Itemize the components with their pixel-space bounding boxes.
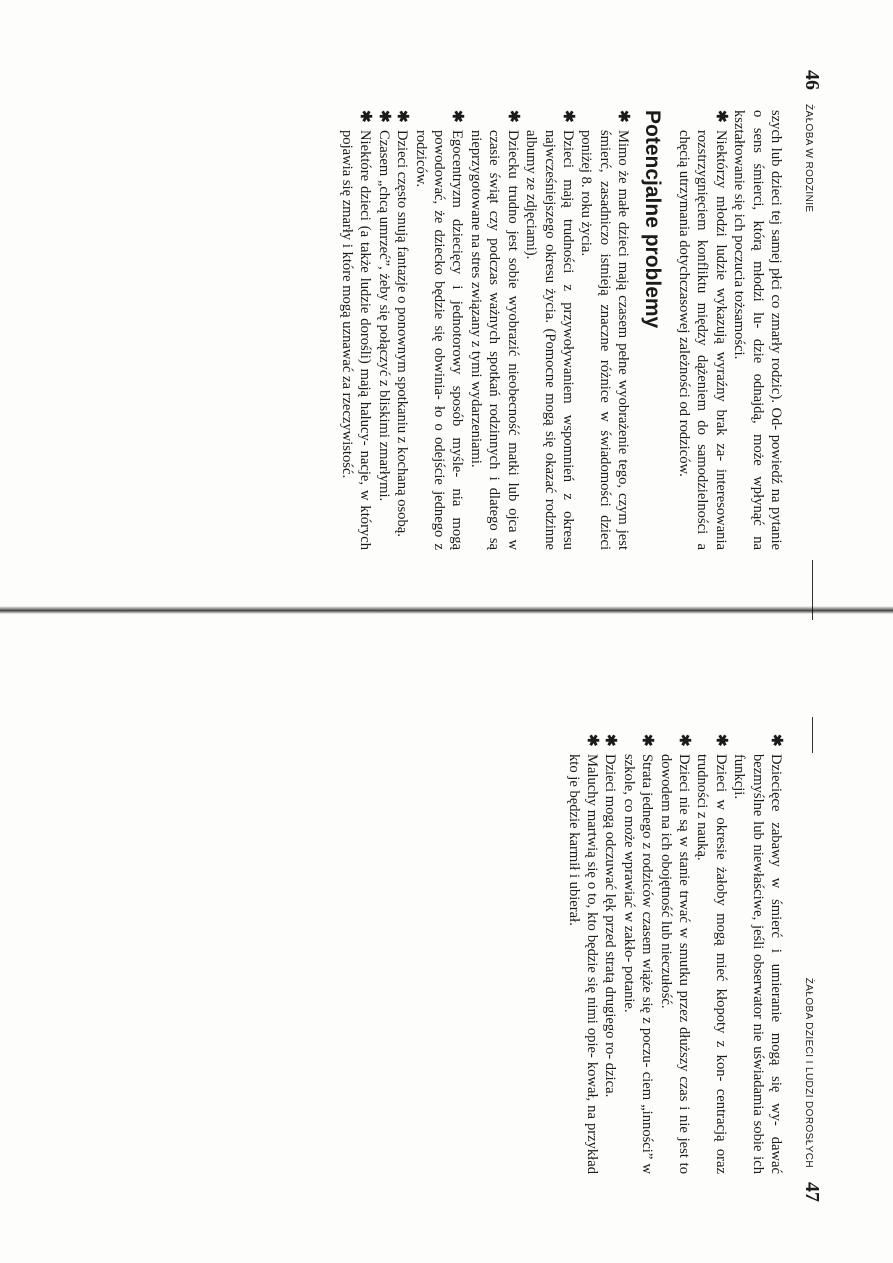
text-line: Dzieci często snują fantazje o ponownym spotkaniu xyxy=(394,130,411,434)
text-line: Dzieci mogą odczuwać lęk przed stratą drugiego ro- xyxy=(602,754,619,1060)
text-line: powiedź na pytanie o sens śmierci, którą młodzi lu- xyxy=(749,110,784,550)
text-line: dotychczasowej zależności od rodziców. xyxy=(675,240,692,477)
text-line: Czasem „chcą umrzeć”, żeby się połączyć z bliskimi xyxy=(375,130,392,438)
text-line: Mimo że małe dzieci mają czasem pełne wyobrażenie xyxy=(615,130,632,455)
list-item xyxy=(411,110,466,550)
text-line: uznawać za rzeczywistość. xyxy=(339,321,356,479)
list-item xyxy=(675,110,730,550)
right-page-body xyxy=(564,734,785,1174)
text-line: Strata jednego z rodziców czasem wiąże się z poczu- xyxy=(639,754,656,1068)
text-line: poczucia tożsamości. xyxy=(731,235,748,360)
text-line: dzie odnajdą, może wpłynąć na kształtowanie się ich xyxy=(731,110,766,550)
text-line: Dzieci mają trudności z przywoływaniem wspomnień xyxy=(559,130,576,483)
text-line: ło o odejście jednego z rodziców. xyxy=(412,130,448,550)
list-item xyxy=(656,734,693,1174)
list-item xyxy=(619,734,656,1174)
problems-bullet-list xyxy=(338,110,633,550)
asterisk-bullet-icon: ✱ xyxy=(675,734,692,747)
text-line: ciem „inności” w szkole, co może wprawiać w zakło- xyxy=(620,754,656,1175)
list-item xyxy=(577,110,632,550)
text-line: Niektóre dzieci (a także ludzie dorośli) mają halucy- xyxy=(357,130,374,446)
section-title: Potencjalne problemy xyxy=(640,110,664,329)
running-head-right: ŻAŁOBA DZIECI I LUDZI DOROSŁYCH xyxy=(803,977,814,1168)
list-item xyxy=(522,110,577,550)
text-line: różnice w świadomości dzieci poniżej 8. roku życia. xyxy=(578,130,613,550)
intro-paragraph xyxy=(730,110,785,550)
asterisk-bullet-icon: ✱ xyxy=(504,110,521,123)
asterisk-bullet-icon: ✱ xyxy=(357,110,374,123)
text-line: centracją oraz trudności z nauką. xyxy=(694,754,729,1174)
left-page-body xyxy=(338,110,785,550)
text-line: nia mogą powodować, że dziecko będzie się obwinia- xyxy=(431,130,466,550)
running-head-left: ŻAŁOBA W RODZINIE xyxy=(803,104,814,213)
text-line: kował, na przykład kto je będzie karmił i ubierał. xyxy=(565,754,600,1174)
list-item xyxy=(338,110,375,550)
right-page xyxy=(0,622,893,1263)
text-line: dawać bezmyślne lub niewłaściwe, jeśli obserwator xyxy=(749,754,784,1175)
text-line: szych lub dzieci tej samej płci co zmarły rodzic). Od- xyxy=(768,110,784,431)
text-line: zmarłymi. xyxy=(375,441,392,502)
left-page-header xyxy=(800,70,823,212)
text-line: nieczułość. xyxy=(657,943,674,1009)
text-line: spotkań rodzinnych i dlatego są nieprzygotowane na xyxy=(467,130,503,550)
asterisk-bullet-icon: ✱ xyxy=(615,110,632,123)
text-line: Niektórzy młodzi ludzie wykazują wyraźny brak za- xyxy=(712,130,729,462)
text-line: dzica. xyxy=(602,1062,619,1098)
intro-bullet-list xyxy=(675,110,730,550)
asterisk-bullet-icon: ✱ xyxy=(639,734,656,747)
text-line: nie uświadamia sobie ich funkcji. xyxy=(731,754,766,1174)
text-line: dążeniem do samodzielności a chęcią utrzymania xyxy=(675,130,711,551)
text-line: z okresu najwcześniejszego okresu życia. (Pomocne xyxy=(541,130,576,550)
text-line: mogą się okazać rodzinne albumy ze zdjęciami). xyxy=(523,130,558,550)
list-item xyxy=(374,110,392,550)
right-page-header xyxy=(800,622,823,1202)
list-item xyxy=(601,734,619,1174)
list-item xyxy=(730,734,785,1174)
asterisk-bullet-icon: ✱ xyxy=(712,110,729,123)
asterisk-bullet-icon: ✱ xyxy=(394,110,411,123)
list-item xyxy=(564,734,601,1174)
asterisk-bullet-icon: ✱ xyxy=(712,734,729,747)
text-line: tego, czym jest śmierć, zasadniczo istnieją znaczne xyxy=(596,130,632,550)
list-item xyxy=(393,110,411,550)
text-line: z kochaną osobą. xyxy=(394,436,411,537)
text-line: czas i nie jest to dowodem na ich obojętność lub xyxy=(657,754,692,1174)
text-line: Dzieci nie są w stanie trwać w smutku przez dłuższy xyxy=(675,754,692,1072)
book-binding-shadow xyxy=(0,606,893,614)
text-line: Maluchy martwią się o to, kto będzie się nimi opie- xyxy=(583,754,600,1058)
text-line: matki lub ojca w czasie świąt czy podczas ważnych xyxy=(486,130,521,550)
left-page xyxy=(0,0,893,620)
list-item xyxy=(693,734,730,1174)
asterisk-bullet-icon: ✱ xyxy=(375,110,392,123)
asterisk-bullet-icon: ✱ xyxy=(583,734,600,747)
asterisk-bullet-icon: ✱ xyxy=(449,110,466,123)
text-line: Dziecku trudno jest sobie wyobrazić nieobecność xyxy=(504,130,521,436)
asterisk-bullet-icon: ✱ xyxy=(602,734,619,747)
text-line: Dziecięce zabawy w śmierć i umieranie mogą się wy- xyxy=(768,754,784,1126)
text-line: potanie. xyxy=(620,965,637,1013)
page-number-left: 46 xyxy=(801,70,823,90)
text-line: interesowania rozstrzygnięciem konfliktu między xyxy=(694,130,729,551)
list-item xyxy=(467,110,522,550)
page-number-right: 47 xyxy=(801,1182,823,1202)
text-line: Dzieci w okresie żałoby mogą mieć kłopoty z kon- xyxy=(712,754,729,1082)
asterisk-bullet-icon: ✱ xyxy=(559,110,576,123)
asterisk-bullet-icon: ✱ xyxy=(768,734,784,747)
text-line: stres związany z tymi wydarzeniami. xyxy=(467,251,484,468)
text-line: nacje, w których pojawia się zmarły i które mogą xyxy=(339,130,374,551)
text-line: Egocentryzm dziecięcy i jednotorowy sposób myśle- xyxy=(449,130,466,478)
problems-bullet-list-continued xyxy=(564,734,785,1174)
